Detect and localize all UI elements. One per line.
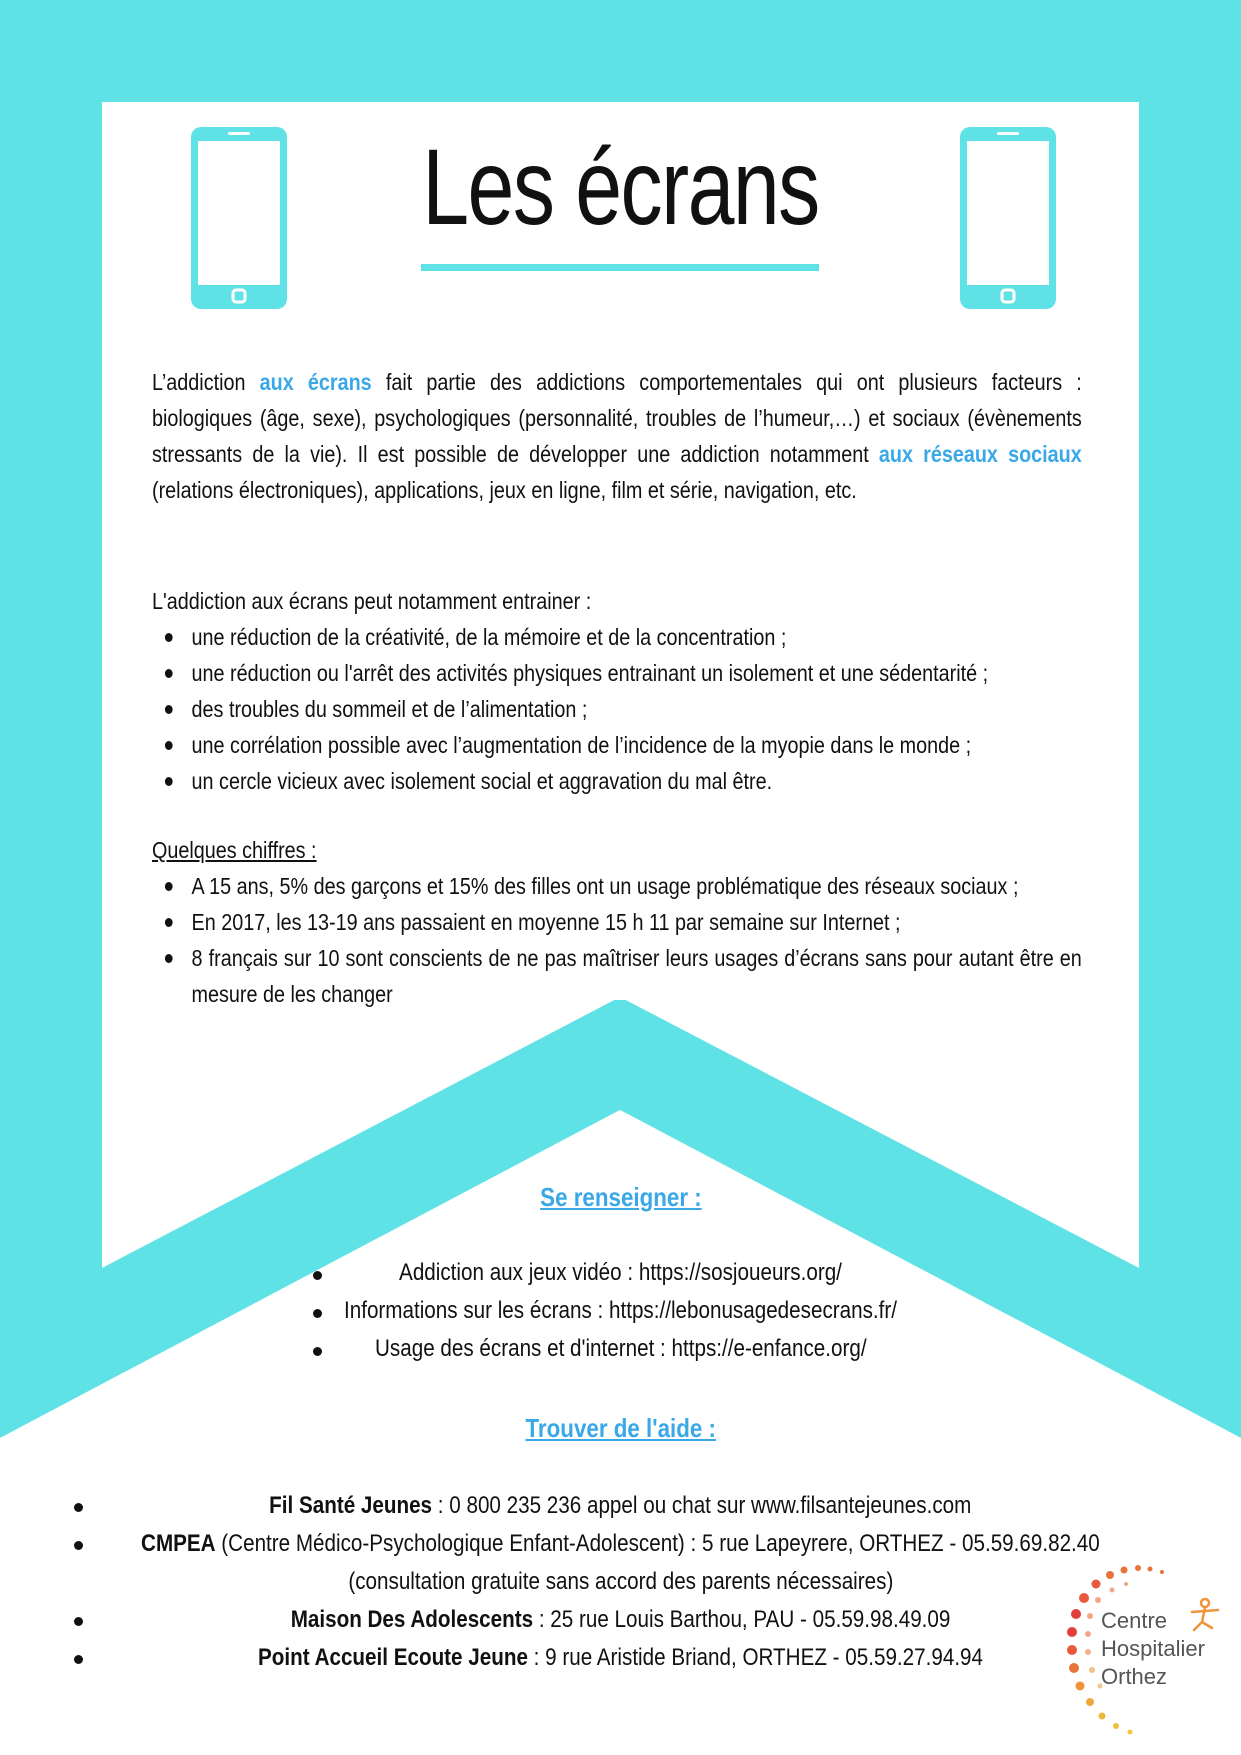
list-item: des troubles du sommeil et de l’alimentation ;: [152, 691, 1082, 727]
help-heading-text: Trouver de l'aide :: [525, 1413, 716, 1443]
intro-text: (relations électroniques), applications, jeux en ligne, film et série, navigation, etc.: [152, 477, 857, 503]
intro-text: L’addiction: [152, 369, 260, 395]
intro-paragraph: [152, 364, 1084, 508]
help-item-name: CMPEA: [141, 1530, 216, 1557]
help-note-text: (consultation gratuite sans accord des parents nécessaires): [348, 1568, 893, 1595]
consequences-section: [152, 583, 1084, 799]
figures-list: [152, 868, 1082, 1012]
info-item-text: Addiction aux jeux vidéo : https://sosjoueurs.org/: [399, 1259, 842, 1286]
list-item: une réduction ou l'arrêt des activités physiques entrainant un isolement et une sédentarité ;: [152, 655, 1082, 691]
highlight-social-networks: aux réseaux sociaux: [878, 441, 1082, 467]
help-item-name: Point Accueil Ecoute Jeune: [257, 1644, 528, 1671]
logo-line-3: Orthez: [1101, 1664, 1168, 1689]
info-heading: [0, 1182, 1241, 1213]
list-item: En 2017, les 13-19 ans passaient en moyenne 15 h 11 par semaine sur Internet ;: [152, 904, 1082, 940]
list-item: 8 français sur 10 sont conscients de ne pas maîtriser leurs usages d’écrans sans pour autant être en mesure de les changer: [152, 940, 1082, 1012]
help-item-detail: : 0 800 235 236 appel ou chat sur www.filsantejeunes.com: [432, 1492, 972, 1519]
info-item: [0, 1335, 1241, 1363]
info-item-text: Informations sur les écrans : https://lebonusagedesecrans.fr/: [344, 1297, 897, 1324]
list-item: un cercle vicieux avec isolement social et aggravation du mal être.: [152, 763, 1082, 799]
help-heading: [0, 1413, 1241, 1444]
help-item-name: Maison Des Adolescents: [290, 1606, 534, 1633]
list-item: une corrélation possible avec l’augmentation de l’incidence de la myopie dans le monde ;: [152, 727, 1082, 763]
list-item: une réduction de la créativité, de la mémoire et de la concentration ;: [152, 619, 1082, 655]
help-item-name: Fil Santé Jeunes: [269, 1492, 433, 1519]
consequences-heading: L'addiction aux écrans peut notamment entrainer :: [152, 588, 592, 614]
info-heading-text: Se renseigner :: [539, 1182, 702, 1212]
page-title: Les écrans: [422, 126, 819, 247]
intro-text: fait partie des addictions comportementales qui ont plusieurs facteurs : biologiques (âge, sexe), psychologiques (personnalité, troubles de l’humeur,…) et sociaux (évènements stressants de la vie). Il est possible de développer une addiction notamment: [152, 369, 1082, 467]
info-item: [0, 1297, 1241, 1325]
help-item-detail: (Centre Médico-Psychologique Enfant-Adolescent) : 5 rue Lapeyrere, ORTHEZ - 05.59.69.82.40: [215, 1530, 1100, 1557]
highlight-screens: aux écrans: [259, 369, 372, 395]
logo-line-2: Hospitalier: [1101, 1636, 1205, 1661]
consequences-list: [152, 619, 1082, 799]
logo-line-1: Centre: [1101, 1608, 1168, 1633]
help-item-detail: : 25 rue Louis Barthou, PAU - 05.59.98.49.09: [533, 1606, 951, 1633]
info-item-text: Usage des écrans et d'internet : https://e-enfance.org/: [374, 1335, 867, 1362]
title-underline: [421, 264, 819, 271]
help-item: [0, 1492, 1241, 1520]
help-item: [0, 1530, 1241, 1558]
figures-heading: Quelques chiffres :: [152, 837, 317, 863]
figures-section: [152, 832, 1084, 1012]
list-item: A 15 ans, 5% des garçons et 15% des filles ont un usage problématique des réseaux sociaux ;: [152, 868, 1082, 904]
info-item: [0, 1259, 1241, 1287]
help-item-detail: : 9 rue Aristide Briand, ORTHEZ - 05.59.27.94.94: [527, 1644, 984, 1671]
